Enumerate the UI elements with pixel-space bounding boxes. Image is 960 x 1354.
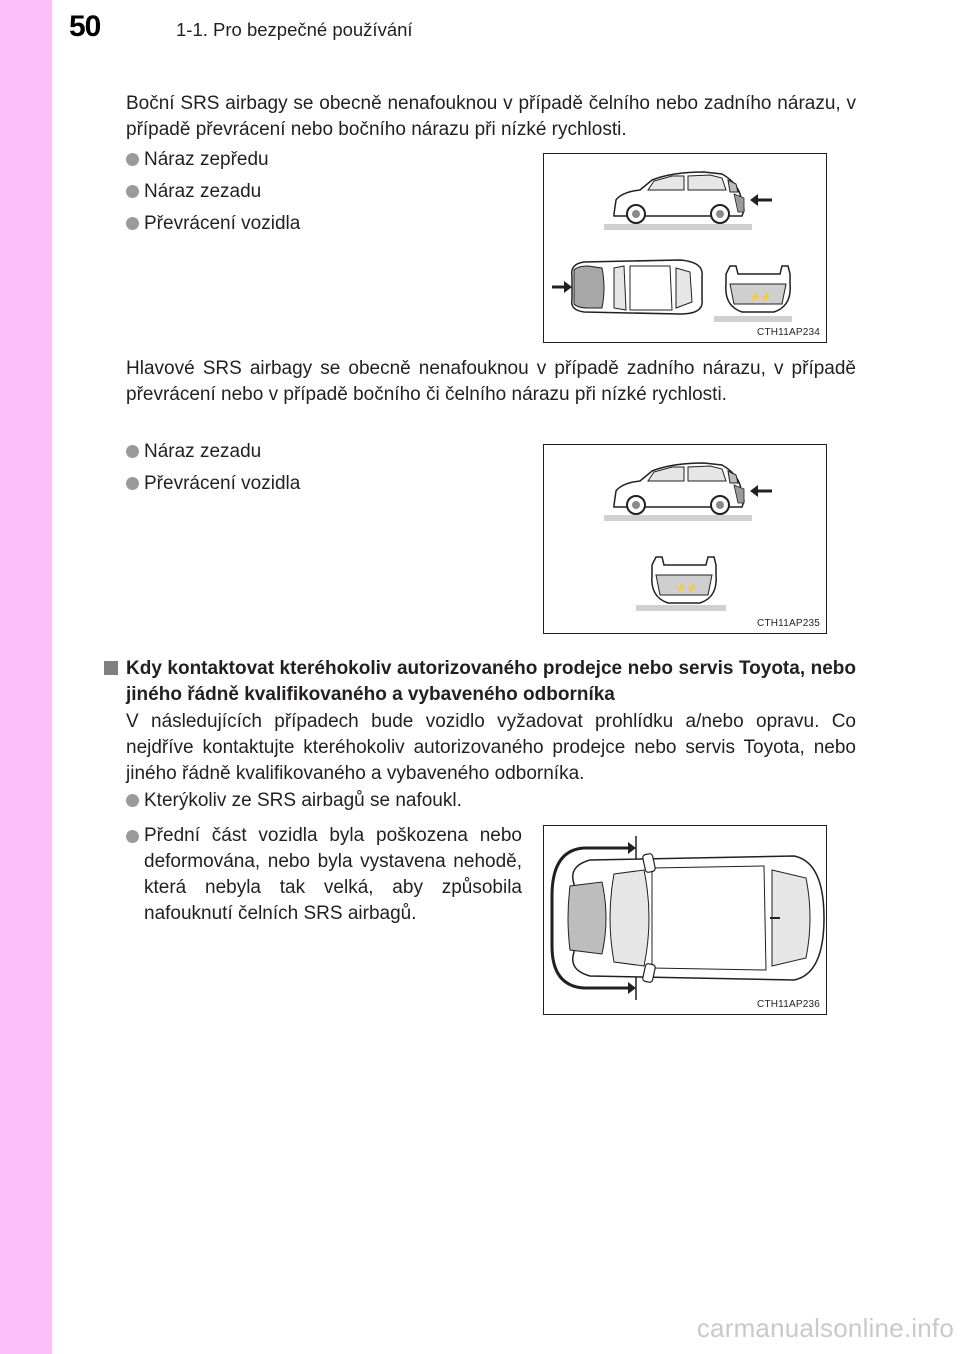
bullet-dot	[126, 153, 139, 166]
page-header	[0, 0, 960, 60]
bullet-dot	[126, 830, 139, 843]
illustration-side-airbag	[544, 154, 827, 343]
figure-code: CTH11AP234	[757, 327, 820, 338]
list-item-text: Převrácení vozidla	[144, 213, 301, 234]
figure-code: CTH11AP236	[757, 999, 820, 1010]
figure-curtain-airbag-cases	[543, 444, 827, 634]
list-item	[126, 823, 522, 927]
watermark: carmanualsonline.info	[696, 1313, 954, 1343]
list-item-text: Náraz zepředu	[144, 149, 269, 170]
side-color-strip	[0, 0, 52, 1354]
section-title: 1-1. Pro bezpečné používání	[176, 19, 413, 40]
section-heading	[104, 656, 856, 708]
list-item-text: Přední část vozidla byla poškozena nebo deformována, nebo byla vystavena nehodě, která nebyla tak velká, aby způsobila nafouknutí čelních SRS airbagů.	[144, 825, 522, 924]
figure-front-damage	[543, 825, 827, 1015]
figure-side-airbag-cases	[543, 153, 827, 343]
bullet-dot	[126, 185, 139, 198]
figure-code: CTH11AP235	[757, 618, 820, 629]
list-item	[126, 471, 300, 497]
bullet-dot	[126, 445, 139, 458]
curtain-airbags-intro: Hlavové SRS airbagy se obecně nenafouknou v případě zadního nárazu, v případě převrácení nebo v případě bočního či čelního nárazu při nízké rychlosti.	[126, 358, 856, 405]
list-item	[126, 439, 261, 465]
list-item	[126, 147, 269, 173]
side-airbags-intro: Boční SRS airbagy se obecně nenafouknou v případě čelního nebo zadního nárazu, v případě převrácení nebo bočního nárazu při nízké rychlosti.	[126, 93, 856, 140]
list-item-text: Kterýkoliv ze SRS airbagů se nafoukl.	[144, 790, 462, 811]
heading-text: Kdy kontaktovat kteréhokoliv autorizovaného prodejce nebo servis Toyota, nebo jiného řádně kvalifikovaného a vybaveného odborníka	[126, 658, 856, 705]
svg-text:⚡⚡: ⚡⚡	[749, 292, 772, 302]
list-item	[126, 211, 300, 237]
list-item-text: Náraz zezadu	[144, 441, 262, 462]
list-item	[126, 788, 462, 814]
list-item-text: Náraz zezadu	[144, 181, 262, 202]
list-item	[126, 179, 261, 205]
heading-marker-icon	[104, 661, 118, 675]
svg-text:⚡⚡: ⚡⚡	[675, 583, 698, 593]
page-number: 50	[69, 10, 101, 43]
contact-intro: V následujících případech bude vozidlo vyžadovat prohlídku a/nebo opravu. Co nejdříve kontaktujte kteréhokoliv autorizovaného prodejce nebo servis Toyota, nebo jiného řádně kvalifikovaného a vybaveného odborníka.	[126, 711, 856, 784]
bullet-dot	[126, 794, 139, 807]
list-item-text: Převrácení vozidla	[144, 473, 301, 494]
illustration-curtain-airbag	[544, 445, 827, 634]
bullet-dot	[126, 217, 139, 230]
illustration-front-damage	[544, 826, 827, 1015]
bullet-dot	[126, 477, 139, 490]
